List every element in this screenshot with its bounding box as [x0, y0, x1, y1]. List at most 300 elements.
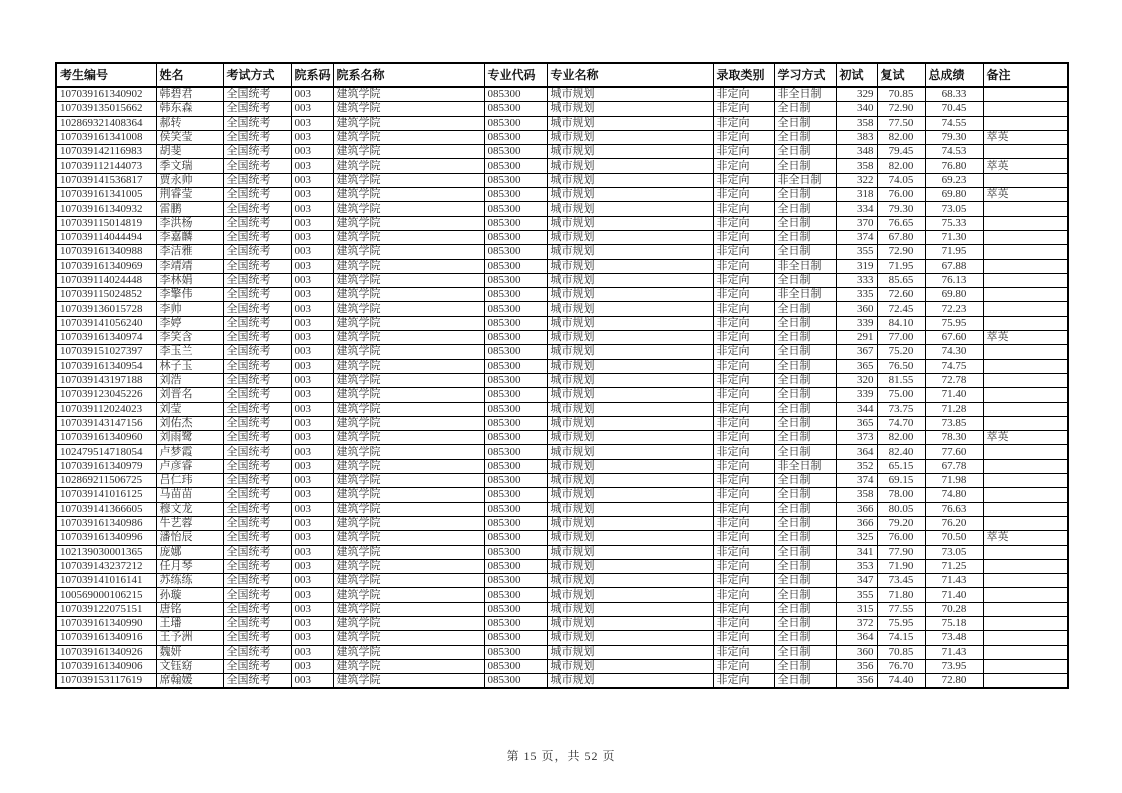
cell-department-name: 建筑学院: [333, 459, 484, 473]
cell-remark: [983, 616, 1068, 630]
cell-name: 任月琴: [156, 559, 223, 573]
cell-admission-category: 非定向: [713, 116, 774, 130]
cell-department-name: 建筑学院: [333, 273, 484, 287]
cell-candidate-id: 107039141016141: [56, 574, 156, 588]
cell-candidate-id: 102479514718054: [56, 445, 156, 459]
column-header: 院系名称: [333, 63, 484, 87]
cell-initial-exam-score: 291: [836, 331, 877, 345]
cell-total-score: 75.33: [925, 216, 983, 230]
cell-major-code: 085300: [484, 316, 547, 330]
cell-total-score: 73.48: [925, 631, 983, 645]
cell-total-score: 74.30: [925, 345, 983, 359]
cell-initial-exam-score: 365: [836, 416, 877, 430]
cell-candidate-id: 107039161340916: [56, 631, 156, 645]
cell-major-name: 城市规划: [547, 216, 713, 230]
cell-study-mode: 全日制: [774, 631, 836, 645]
cell-total-score: 74.75: [925, 359, 983, 373]
cell-exam-method: 全国统考: [223, 230, 291, 244]
cell-retest-score: 72.60: [877, 288, 925, 302]
cell-study-mode: 全日制: [774, 559, 836, 573]
cell-initial-exam-score: 320: [836, 373, 877, 387]
cell-retest-score: 85.65: [877, 273, 925, 287]
cell-department-code: 003: [291, 459, 333, 473]
cell-admission-category: 非定向: [713, 631, 774, 645]
cell-retest-score: 82.00: [877, 130, 925, 144]
column-header: 备注: [983, 63, 1068, 87]
cell-study-mode: 非全日制: [774, 288, 836, 302]
cell-major-name: 城市规划: [547, 288, 713, 302]
cell-remark: [983, 288, 1068, 302]
cell-name: 李嘉麟: [156, 230, 223, 244]
cell-candidate-id: 107039161340954: [56, 359, 156, 373]
cell-study-mode: 全日制: [774, 145, 836, 159]
column-header: 专业名称: [547, 63, 713, 87]
cell-remark: [983, 559, 1068, 573]
cell-major-name: 城市规划: [547, 302, 713, 316]
cell-retest-score: 74.40: [877, 674, 925, 689]
cell-candidate-id: 107039161340902: [56, 87, 156, 102]
cell-major-name: 城市规划: [547, 431, 713, 445]
cell-name: 李笑含: [156, 331, 223, 345]
cell-department-code: 003: [291, 373, 333, 387]
table-row: [56, 373, 1068, 387]
cell-total-score: 74.55: [925, 116, 983, 130]
cell-admission-category: 非定向: [713, 145, 774, 159]
cell-admission-category: 非定向: [713, 159, 774, 173]
cell-department-name: 建筑学院: [333, 230, 484, 244]
cell-admission-category: 非定向: [713, 616, 774, 630]
cell-major-name: 城市规划: [547, 102, 713, 116]
cell-study-mode: 全日制: [774, 602, 836, 616]
cell-major-name: 城市规划: [547, 531, 713, 545]
cell-exam-method: 全国统考: [223, 416, 291, 430]
cell-total-score: 71.43: [925, 645, 983, 659]
cell-exam-method: 全国统考: [223, 445, 291, 459]
cell-initial-exam-score: 366: [836, 516, 877, 530]
cell-major-name: 城市规划: [547, 588, 713, 602]
cell-remark: [983, 259, 1068, 273]
cell-major-code: 085300: [484, 345, 547, 359]
cell-department-code: 003: [291, 474, 333, 488]
cell-remark: [983, 445, 1068, 459]
table-row: [56, 316, 1068, 330]
table-row: [56, 674, 1068, 689]
cell-name: 卢彦睿: [156, 459, 223, 473]
cell-total-score: 69.23: [925, 173, 983, 187]
cell-initial-exam-score: 329: [836, 87, 877, 102]
cell-department-name: 建筑学院: [333, 302, 484, 316]
cell-total-score: 76.13: [925, 273, 983, 287]
cell-study-mode: 全日制: [774, 159, 836, 173]
cell-major-code: 085300: [484, 116, 547, 130]
cell-study-mode: 全日制: [774, 302, 836, 316]
cell-admission-category: 非定向: [713, 188, 774, 202]
cell-initial-exam-score: 352: [836, 459, 877, 473]
table-row: [56, 402, 1068, 416]
cell-study-mode: 全日制: [774, 588, 836, 602]
cell-department-name: 建筑学院: [333, 445, 484, 459]
cell-study-mode: 非全日制: [774, 459, 836, 473]
cell-study-mode: 非全日制: [774, 259, 836, 273]
cell-major-name: 城市规划: [547, 674, 713, 689]
cell-major-code: 085300: [484, 488, 547, 502]
cell-major-code: 085300: [484, 431, 547, 445]
cell-department-code: 003: [291, 116, 333, 130]
cell-total-score: 69.80: [925, 288, 983, 302]
cell-department-code: 003: [291, 259, 333, 273]
cell-remark: [983, 102, 1068, 116]
cell-retest-score: 74.15: [877, 631, 925, 645]
cell-study-mode: 全日制: [774, 416, 836, 430]
cell-major-name: 城市规划: [547, 273, 713, 287]
cell-exam-method: 全国统考: [223, 674, 291, 689]
cell-total-score: 69.80: [925, 188, 983, 202]
cell-remark: [983, 230, 1068, 244]
cell-initial-exam-score: 364: [836, 445, 877, 459]
cell-candidate-id: 107039161340906: [56, 659, 156, 673]
cell-exam-method: 全国统考: [223, 188, 291, 202]
column-header: 初试: [836, 63, 877, 87]
cell-candidate-id: 107039143237212: [56, 559, 156, 573]
cell-department-name: 建筑学院: [333, 188, 484, 202]
cell-major-code: 085300: [484, 159, 547, 173]
table-row: [56, 545, 1068, 559]
cell-major-name: 城市规划: [547, 616, 713, 630]
cell-total-score: 71.43: [925, 574, 983, 588]
cell-admission-category: 非定向: [713, 245, 774, 259]
cell-candidate-id: 102869321408364: [56, 116, 156, 130]
cell-study-mode: 全日制: [774, 216, 836, 230]
cell-remark: [983, 402, 1068, 416]
cell-study-mode: 全日制: [774, 502, 836, 516]
cell-candidate-id: 107039153117619: [56, 674, 156, 689]
cell-remark: [983, 645, 1068, 659]
column-header: 姓名: [156, 63, 223, 87]
cell-remark: [983, 674, 1068, 689]
cell-study-mode: 全日制: [774, 345, 836, 359]
cell-name: 李林娟: [156, 273, 223, 287]
cell-major-name: 城市规划: [547, 645, 713, 659]
cell-study-mode: 全日制: [774, 273, 836, 287]
cell-candidate-id: 107039114044494: [56, 230, 156, 244]
cell-remark: [983, 416, 1068, 430]
cell-name: 文钰窈: [156, 659, 223, 673]
cell-department-code: 003: [291, 202, 333, 216]
cell-candidate-id: 107039143147156: [56, 416, 156, 430]
admission-results-table: [55, 62, 1069, 689]
table-row: [56, 331, 1068, 345]
cell-major-code: 085300: [484, 545, 547, 559]
cell-department-name: 建筑学院: [333, 659, 484, 673]
cell-candidate-id: 107039161340960: [56, 431, 156, 445]
table-row: [56, 230, 1068, 244]
cell-remark: [983, 602, 1068, 616]
cell-total-score: 72.23: [925, 302, 983, 316]
cell-major-code: 085300: [484, 359, 547, 373]
table-header: [56, 63, 1068, 87]
cell-total-score: 73.85: [925, 416, 983, 430]
table-row: [56, 245, 1068, 259]
cell-major-code: 085300: [484, 331, 547, 345]
cell-remark: 萃英: [983, 159, 1068, 173]
cell-department-name: 建筑学院: [333, 87, 484, 102]
cell-exam-method: 全国统考: [223, 259, 291, 273]
cell-exam-method: 全国统考: [223, 373, 291, 387]
cell-candidate-id: 100569000106215: [56, 588, 156, 602]
cell-initial-exam-score: 319: [836, 259, 877, 273]
cell-study-mode: 全日制: [774, 316, 836, 330]
cell-study-mode: 非全日制: [774, 173, 836, 187]
cell-candidate-id: 107039122075151: [56, 602, 156, 616]
cell-total-score: 70.28: [925, 602, 983, 616]
cell-initial-exam-score: 358: [836, 159, 877, 173]
table-row: [56, 431, 1068, 445]
cell-remark: [983, 145, 1068, 159]
cell-admission-category: 非定向: [713, 559, 774, 573]
cell-initial-exam-score: 348: [836, 145, 877, 159]
cell-major-name: 城市规划: [547, 259, 713, 273]
cell-study-mode: 全日制: [774, 188, 836, 202]
cell-retest-score: 74.05: [877, 173, 925, 187]
cell-exam-method: 全国统考: [223, 645, 291, 659]
cell-study-mode: 全日制: [774, 674, 836, 689]
cell-remark: [983, 502, 1068, 516]
column-header: 考试方式: [223, 63, 291, 87]
cell-name: 李婷: [156, 316, 223, 330]
cell-admission-category: 非定向: [713, 674, 774, 689]
column-header: 录取类别: [713, 63, 774, 87]
cell-candidate-id: 102139030001365: [56, 545, 156, 559]
cell-admission-category: 非定向: [713, 474, 774, 488]
cell-exam-method: 全国统考: [223, 631, 291, 645]
cell-department-name: 建筑学院: [333, 245, 484, 259]
cell-name: 韩碧君: [156, 87, 223, 102]
column-header: 学习方式: [774, 63, 836, 87]
cell-admission-category: 非定向: [713, 402, 774, 416]
cell-retest-score: 75.20: [877, 345, 925, 359]
cell-total-score: 76.80: [925, 159, 983, 173]
cell-candidate-id: 107039161340996: [56, 531, 156, 545]
cell-candidate-id: 107039141536817: [56, 173, 156, 187]
cell-initial-exam-score: 335: [836, 288, 877, 302]
cell-initial-exam-score: 358: [836, 488, 877, 502]
cell-exam-method: 全国统考: [223, 516, 291, 530]
cell-admission-category: 非定向: [713, 230, 774, 244]
cell-total-score: 70.50: [925, 531, 983, 545]
cell-name: 李洪杨: [156, 216, 223, 230]
cell-candidate-id: 107039141366605: [56, 502, 156, 516]
cell-remark: [983, 116, 1068, 130]
cell-initial-exam-score: 383: [836, 130, 877, 144]
cell-department-name: 建筑学院: [333, 373, 484, 387]
column-header: 专业代码: [484, 63, 547, 87]
cell-candidate-id: 107039143197188: [56, 373, 156, 387]
cell-name: 潘怡辰: [156, 531, 223, 545]
cell-major-name: 城市规划: [547, 331, 713, 345]
cell-candidate-id: 107039151027397: [56, 345, 156, 359]
cell-admission-category: 非定向: [713, 273, 774, 287]
cell-name: 李洁雅: [156, 245, 223, 259]
cell-total-score: 73.95: [925, 659, 983, 673]
cell-total-score: 74.80: [925, 488, 983, 502]
cell-major-code: 085300: [484, 145, 547, 159]
table-row: [56, 145, 1068, 159]
cell-department-code: 003: [291, 516, 333, 530]
cell-retest-score: 79.45: [877, 145, 925, 159]
table-row: [56, 388, 1068, 402]
cell-admission-category: 非定向: [713, 516, 774, 530]
cell-retest-score: 67.80: [877, 230, 925, 244]
cell-major-name: 城市规划: [547, 602, 713, 616]
cell-remark: 萃英: [983, 531, 1068, 545]
cell-initial-exam-score: 318: [836, 188, 877, 202]
cell-major-code: 085300: [484, 674, 547, 689]
cell-major-name: 城市规划: [547, 631, 713, 645]
cell-department-code: 003: [291, 431, 333, 445]
cell-initial-exam-score: 341: [836, 545, 877, 559]
cell-retest-score: 76.00: [877, 531, 925, 545]
table-row: [56, 602, 1068, 616]
cell-admission-category: 非定向: [713, 488, 774, 502]
cell-study-mode: 全日制: [774, 516, 836, 530]
cell-exam-method: 全国统考: [223, 87, 291, 102]
cell-department-code: 003: [291, 331, 333, 345]
cell-candidate-id: 107039115014819: [56, 216, 156, 230]
cell-major-name: 城市规划: [547, 159, 713, 173]
cell-admission-category: 非定向: [713, 645, 774, 659]
cell-department-code: 003: [291, 402, 333, 416]
cell-exam-method: 全国统考: [223, 273, 291, 287]
cell-name: 韩东森: [156, 102, 223, 116]
cell-department-code: 003: [291, 188, 333, 202]
cell-department-name: 建筑学院: [333, 645, 484, 659]
cell-study-mode: 全日制: [774, 230, 836, 244]
cell-department-code: 003: [291, 545, 333, 559]
cell-study-mode: 全日制: [774, 331, 836, 345]
column-header: 总成绩: [925, 63, 983, 87]
cell-study-mode: 全日制: [774, 545, 836, 559]
table-row: [56, 288, 1068, 302]
cell-total-score: 67.88: [925, 259, 983, 273]
cell-remark: 萃英: [983, 130, 1068, 144]
cell-remark: [983, 302, 1068, 316]
cell-retest-score: 84.10: [877, 316, 925, 330]
cell-retest-score: 76.50: [877, 359, 925, 373]
cell-study-mode: 全日制: [774, 116, 836, 130]
cell-department-name: 建筑学院: [333, 516, 484, 530]
cell-major-code: 085300: [484, 388, 547, 402]
cell-major-code: 085300: [484, 87, 547, 102]
cell-initial-exam-score: 339: [836, 388, 877, 402]
cell-retest-score: 77.55: [877, 602, 925, 616]
cell-name: 李擎伟: [156, 288, 223, 302]
table-row: [56, 559, 1068, 573]
cell-exam-method: 全国统考: [223, 659, 291, 673]
cell-exam-method: 全国统考: [223, 159, 291, 173]
cell-department-code: 003: [291, 416, 333, 430]
cell-candidate-id: 107039115024852: [56, 288, 156, 302]
cell-department-code: 003: [291, 145, 333, 159]
cell-department-name: 建筑学院: [333, 574, 484, 588]
cell-major-name: 城市规划: [547, 488, 713, 502]
cell-major-code: 085300: [484, 130, 547, 144]
cell-exam-method: 全国统考: [223, 559, 291, 573]
cell-department-name: 建筑学院: [333, 145, 484, 159]
cell-initial-exam-score: 339: [836, 316, 877, 330]
cell-admission-category: 非定向: [713, 416, 774, 430]
cell-name: 刘浩: [156, 373, 223, 387]
cell-initial-exam-score: 373: [836, 431, 877, 445]
cell-remark: [983, 631, 1068, 645]
cell-retest-score: 78.00: [877, 488, 925, 502]
cell-initial-exam-score: 355: [836, 245, 877, 259]
cell-initial-exam-score: 356: [836, 659, 877, 673]
cell-department-code: 003: [291, 359, 333, 373]
cell-initial-exam-score: 322: [836, 173, 877, 187]
cell-department-name: 建筑学院: [333, 602, 484, 616]
cell-exam-method: 全国统考: [223, 288, 291, 302]
cell-exam-method: 全国统考: [223, 331, 291, 345]
cell-major-code: 085300: [484, 516, 547, 530]
cell-department-code: 003: [291, 674, 333, 689]
cell-total-score: 77.60: [925, 445, 983, 459]
cell-candidate-id: 107039161340932: [56, 202, 156, 216]
cell-major-code: 085300: [484, 102, 547, 116]
cell-initial-exam-score: 366: [836, 502, 877, 516]
cell-exam-method: 全国统考: [223, 145, 291, 159]
cell-total-score: 75.18: [925, 616, 983, 630]
cell-major-name: 城市规划: [547, 188, 713, 202]
cell-admission-category: 非定向: [713, 288, 774, 302]
cell-admission-category: 非定向: [713, 316, 774, 330]
cell-initial-exam-score: 372: [836, 616, 877, 630]
cell-name: 卢梦霞: [156, 445, 223, 459]
table-row: [56, 359, 1068, 373]
cell-exam-method: 全国统考: [223, 202, 291, 216]
cell-admission-category: 非定向: [713, 388, 774, 402]
cell-total-score: 79.30: [925, 130, 983, 144]
cell-initial-exam-score: 340: [836, 102, 877, 116]
cell-department-name: 建筑学院: [333, 202, 484, 216]
cell-exam-method: 全国统考: [223, 488, 291, 502]
cell-major-name: 城市规划: [547, 345, 713, 359]
cell-total-score: 71.40: [925, 588, 983, 602]
cell-exam-method: 全国统考: [223, 388, 291, 402]
cell-department-code: 003: [291, 173, 333, 187]
table-row: [56, 202, 1068, 216]
cell-exam-method: 全国统考: [223, 402, 291, 416]
cell-name: 林子玉: [156, 359, 223, 373]
cell-admission-category: 非定向: [713, 102, 774, 116]
cell-admission-category: 非定向: [713, 431, 774, 445]
cell-department-code: 003: [291, 502, 333, 516]
cell-major-code: 085300: [484, 631, 547, 645]
cell-name: 吕仁玮: [156, 474, 223, 488]
cell-exam-method: 全国统考: [223, 474, 291, 488]
cell-department-name: 建筑学院: [333, 331, 484, 345]
cell-department-name: 建筑学院: [333, 616, 484, 630]
cell-total-score: 72.78: [925, 373, 983, 387]
cell-department-code: 003: [291, 230, 333, 244]
cell-remark: [983, 359, 1068, 373]
cell-candidate-id: 107039161341005: [56, 188, 156, 202]
cell-admission-category: 非定向: [713, 331, 774, 345]
cell-total-score: 68.33: [925, 87, 983, 102]
cell-name: 刘雨鹭: [156, 431, 223, 445]
cell-major-code: 085300: [484, 588, 547, 602]
cell-retest-score: 77.00: [877, 331, 925, 345]
cell-exam-method: 全国统考: [223, 116, 291, 130]
